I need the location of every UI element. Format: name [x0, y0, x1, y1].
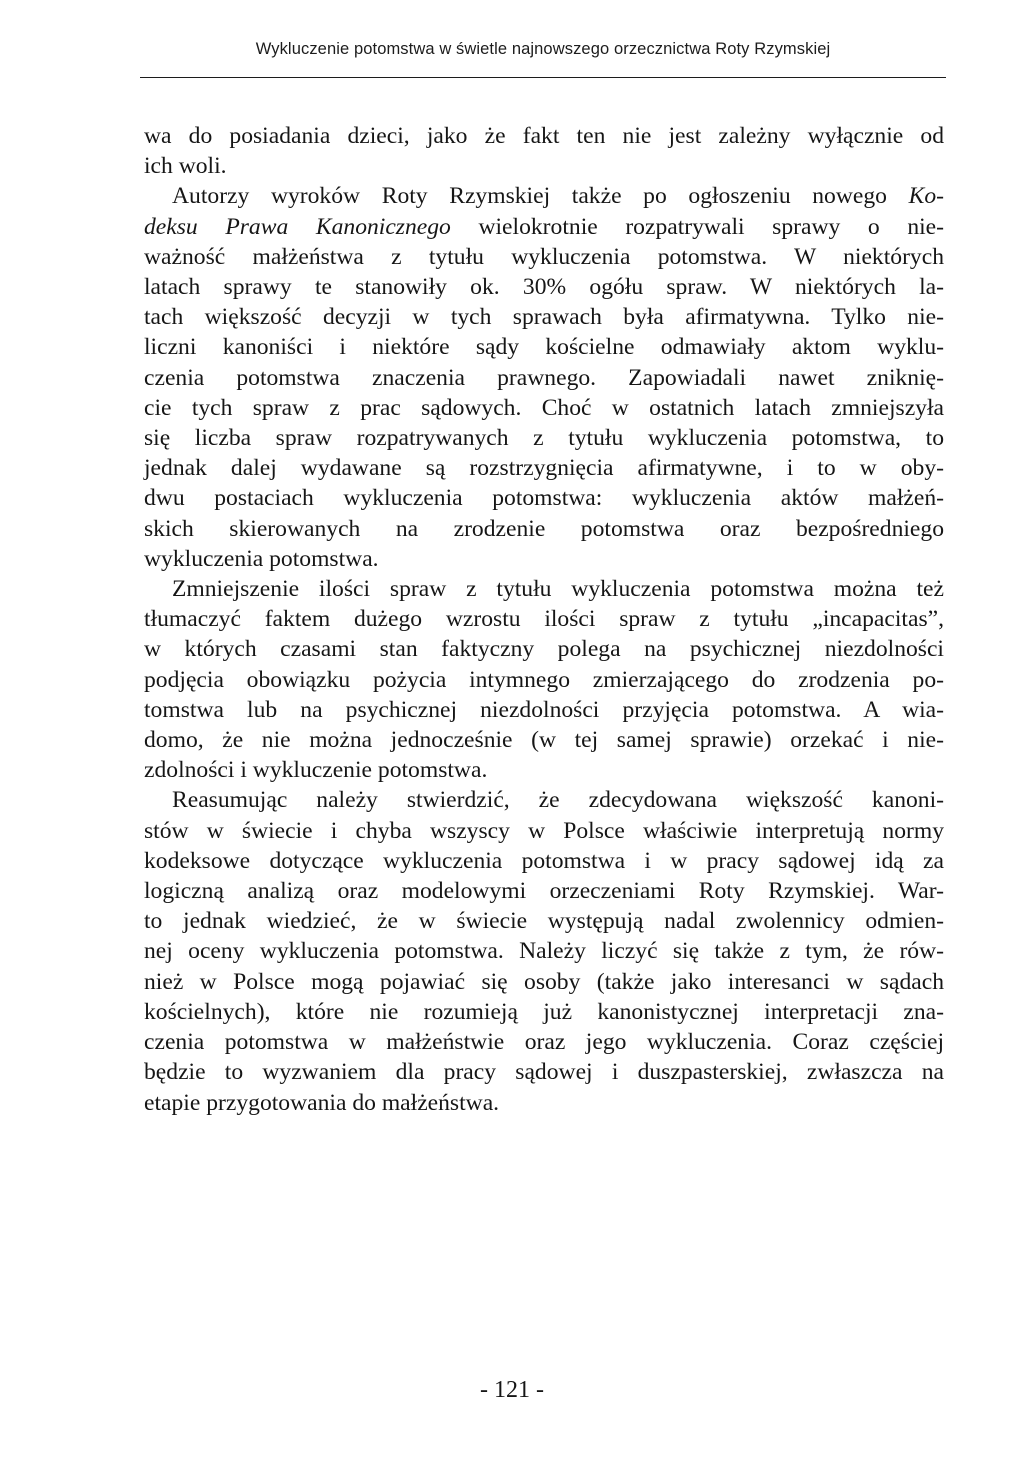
text-line: [144, 181, 944, 211]
text-line: latach sprawy te stanowiły ok. 30% ogółu spraw. W niektórych la-: [144, 274, 944, 301]
running-header: Wykluczenie potomstwa w świetle najnowszego orzecznictwa Roty Rzymskiej: [255, 40, 831, 58]
text-line: domo, że nie można jednocześnie (w tej samej sprawie) orzekać i nie-: [144, 727, 944, 754]
text-line: Zmniejszenie ilości spraw z tytułu wykluczenia potomstwa można też: [172, 576, 944, 603]
text-line: skich skierowanych na zrodzenie potomstwa oraz bezpośredniego: [144, 515, 944, 542]
text-line: to jednak wiedzieć, że w świecie występują nadal zwolennicy odmien-: [144, 908, 944, 935]
line-text: Autorzy wyroków Roty Rzymskiej także po ogłoszeniu nowego Ko-: [172, 183, 944, 210]
page-number: - 121 -: [480, 1377, 544, 1403]
header-rule: [140, 77, 946, 78]
text-body: [144, 121, 944, 1118]
paragraph-3: [144, 574, 944, 785]
text-line: czenia potomstwa w małżeństwie oraz jego wykluczenia. Coraz częściej: [144, 1029, 944, 1056]
text-line: będzie to wyzwaniem dla pracy sądowej i duszpasterskiej, zwłaszcza na: [144, 1059, 944, 1086]
text-line: w których czasami stan faktyczny polega na psychicznej niezdolności: [144, 636, 944, 663]
text-line: logiczną analizą oraz modelowymi orzeczeniami Roty Rzymskiej. War-: [144, 878, 944, 905]
text-line: wykluczenia potomstwa.: [144, 545, 379, 572]
paragraph-1: [144, 121, 944, 181]
text-line: kościelnych), które nie rozumieją już kanonistycznej interpretacji zna-: [144, 998, 944, 1025]
text-line: tomstwa lub na psychicznej niezdolności przyjęcia potomstwa. A wia-: [144, 696, 944, 723]
text-line: etapie przygotowania do małżeństwa.: [144, 1089, 500, 1116]
text-line: tach większość decyzji w tych sprawach była afirmatywna. Tylko nie-: [144, 304, 944, 331]
text-line: nież w Polsce mogą pojawiać się osoby (także jako interesanci w sądach: [144, 968, 944, 995]
text-line: czenia potomstwa znaczenia prawnego. Zapowiadali nawet zniknię-: [144, 364, 944, 391]
text-line: Reasumując należy stwierdzić, że zdecydowana większość kanoni-: [172, 787, 944, 814]
text-line: tłumaczyć faktem dużego wzrostu ilości spraw z tytułu „incapacitas”,: [144, 606, 944, 633]
text-line: nej oceny wykluczenia potomstwa. Należy liczyć się także z tym, że rów-: [144, 938, 944, 965]
text-line: podjęcia obowiązku pożycia intymnego zmierzającego do zrodzenia po-: [144, 666, 944, 693]
paragraph-4: [144, 785, 944, 1117]
text-line: stów w świecie i chyba wszyscy w Polsce właściwie interpretują normy: [144, 817, 944, 844]
text-line: się liczba spraw rozpatrywanych z tytułu wykluczenia potomstwa, to: [144, 425, 944, 452]
text-line: ważność małżeństwa z tytułu wykluczenia potomstwa. W niektórych: [144, 243, 944, 270]
text-line: ich woli.: [144, 153, 227, 180]
text-line: liczni kanoniści i niektóre sądy kościelne odmawiały aktom wyklu-: [144, 334, 944, 361]
text-line: cie tych spraw z prac sądowych. Choć w ostatnich latach zmniejszyła: [144, 394, 944, 421]
text-line: wa do posiadania dzieci, jako że fakt ten nie jest zależny wyłącznie od: [144, 123, 944, 149]
text-line: deksu Prawa Kanonicznego wielokrotnie rozpatrywali sprawy o nie-: [144, 213, 944, 240]
paragraph-2: [144, 181, 944, 574]
text-line: dwu postaciach wykluczenia potomstwa: wykluczenia aktów małżeń-: [144, 485, 944, 512]
text-line: zdolności i wykluczenie potomstwa.: [144, 757, 488, 784]
text-line: jednak dalej wydawane są rozstrzygnięcia afirmatywne, i to w oby-: [144, 455, 944, 482]
text-line: kodeksowe dotyczące wykluczenia potomstwa i w pracy sądowej idą za: [144, 847, 944, 874]
